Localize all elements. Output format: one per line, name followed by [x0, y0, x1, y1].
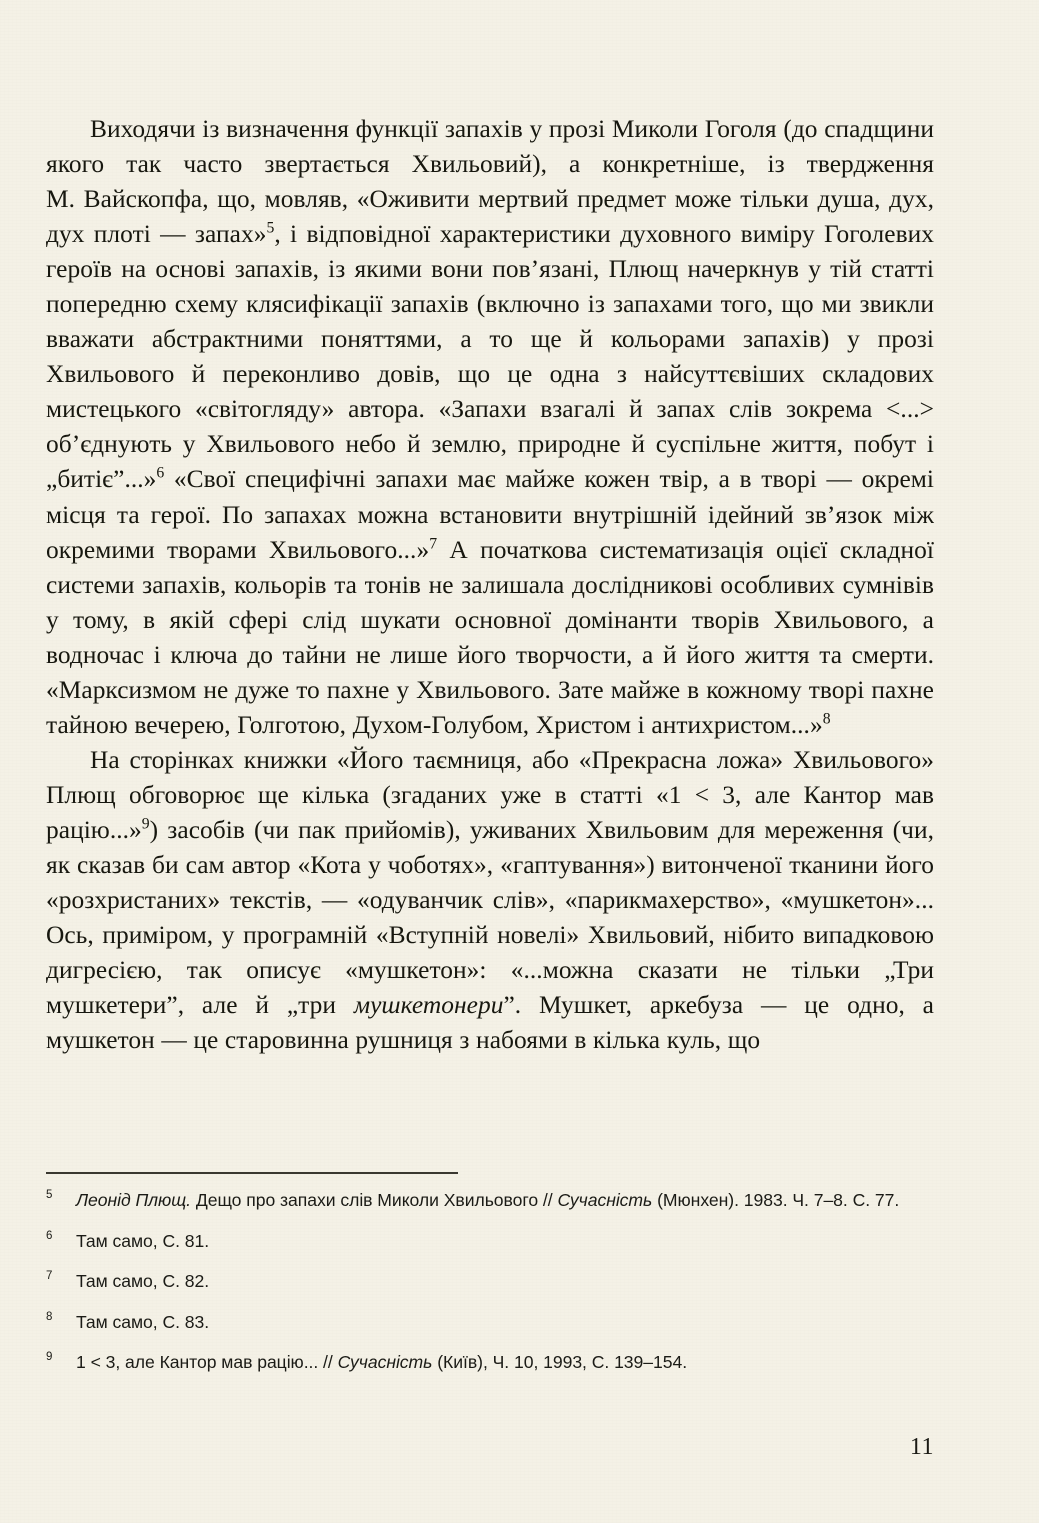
footnote-marker: 7 — [46, 1270, 53, 1282]
footnote-text: Там само, С. 82. — [76, 1271, 210, 1291]
paragraph-2: На сторінках книжки «Його таємниця, або «Прекрасна ложа» Хвильового» Плющ обговорює ще кілька (згаданих уже в статті «1 < 3, але Кантор мав рацію...»$^9$) засобів (чи пак прийомів), уживаних Хвильовим для мереження (чи, як сказав би сам автор «Кота у чоботях», «гаптування») витонченої тканини його «розхристаних» текстів, — «одуванчик слів», «парикмахерство», «мушкетон»... Ось, приміром, у програмній «Вступній новелі» Хвильовий, нібито випадковою дигресією, так описує «мушкетон»: «...можна сказати не тільки „Три мушкетери”, але й „три мушкетонери”. Мушкет, аркебуза — це одно, а мушкетон — це старовинна рушниця з набоями в кілька куль, що — [46, 745, 934, 1055]
footnote-item — [46, 1186, 934, 1216]
footnote-separator-rule — [46, 1172, 458, 1174]
paragraph-1: Виходячи із визначення функції запахів у прозі Миколи Гоголя (до спадщини якого так часто звертається Хвильовий), а конкретніше, із твердження М. Вайскопфа, що, мовляв, «Оживити мертвий предмет може тільки душа, дух, дух плоті — запах»$^5$, і відповідної характеристики духовного виміру Гоголевих героїв на основі запахів, із якими вони пов’язані, Плющ начеркнув у тій статті попередню схему клясифікації запахів (включно із запахами того, що ми звикли вважати абстрактними поняттями, а то ще й кольорами запахів) у прозі Хвильового й переконливо довів, що це одна з найсуттєвіших складових мистецького «світогляду» автора. «Запахи взагалі й запах слів зокрема <...> об’єднують у Хвильового небо й землю, природне й суспільне життя, побут і „битіє”...»$^6$ «Свої специфічні запахи має майже кожен твір, а в творі — окремі місця та герої. По запахах можна встановити внутрішній ідейний зв’язок між окремими творами Хвильового...»$^7$ А початкова систематизація оцієї складної системи запахів, кольорів та тонів не залишала дослідникові особливих сумнівів у тому, в якій сфері слід шукати основної домінанти творів Хвильового, а водночас і ключа до тайни не лише його творчости, а й його життя та смерти. «Марксизмом не дуже то пахне у Хвильового. Зате майже в кожному творі пахне тайною вечерею, Голготою, Духом-Голубом, Христом і антихристом...»$^8$ — [46, 115, 934, 739]
footnote-text: Там само, С. 83. — [76, 1311, 210, 1332]
footnotes-section — [46, 1186, 934, 1378]
footnote-text: Леонід Плющ. Дещо про запахи слів Миколи Хвильового // Сучасність (Мюнхен). 1983. Ч. 7–8. С. 77. — [76, 1190, 900, 1210]
footnote-marker: 8 — [46, 1310, 53, 1323]
footnote-item — [46, 1348, 934, 1378]
page-content — [46, 0, 934, 1523]
footnote-marker: 9 — [46, 1351, 53, 1363]
footnote-text: Там само, С. 81. — [76, 1230, 210, 1251]
page-number: 11 — [909, 1434, 934, 1460]
footnote-item — [46, 1308, 934, 1338]
footnote-item — [46, 1267, 934, 1297]
footnote-marker: 5 — [46, 1189, 53, 1201]
footnote-item — [46, 1227, 934, 1257]
footnote-text: 1 < 3, але Кантор мав рацію... // Сучасність (Київ), Ч. 10, 1993, С. 139–154. — [76, 1352, 688, 1372]
footnote-marker: 6 — [46, 1229, 53, 1242]
body-text-column — [46, 112, 934, 1058]
